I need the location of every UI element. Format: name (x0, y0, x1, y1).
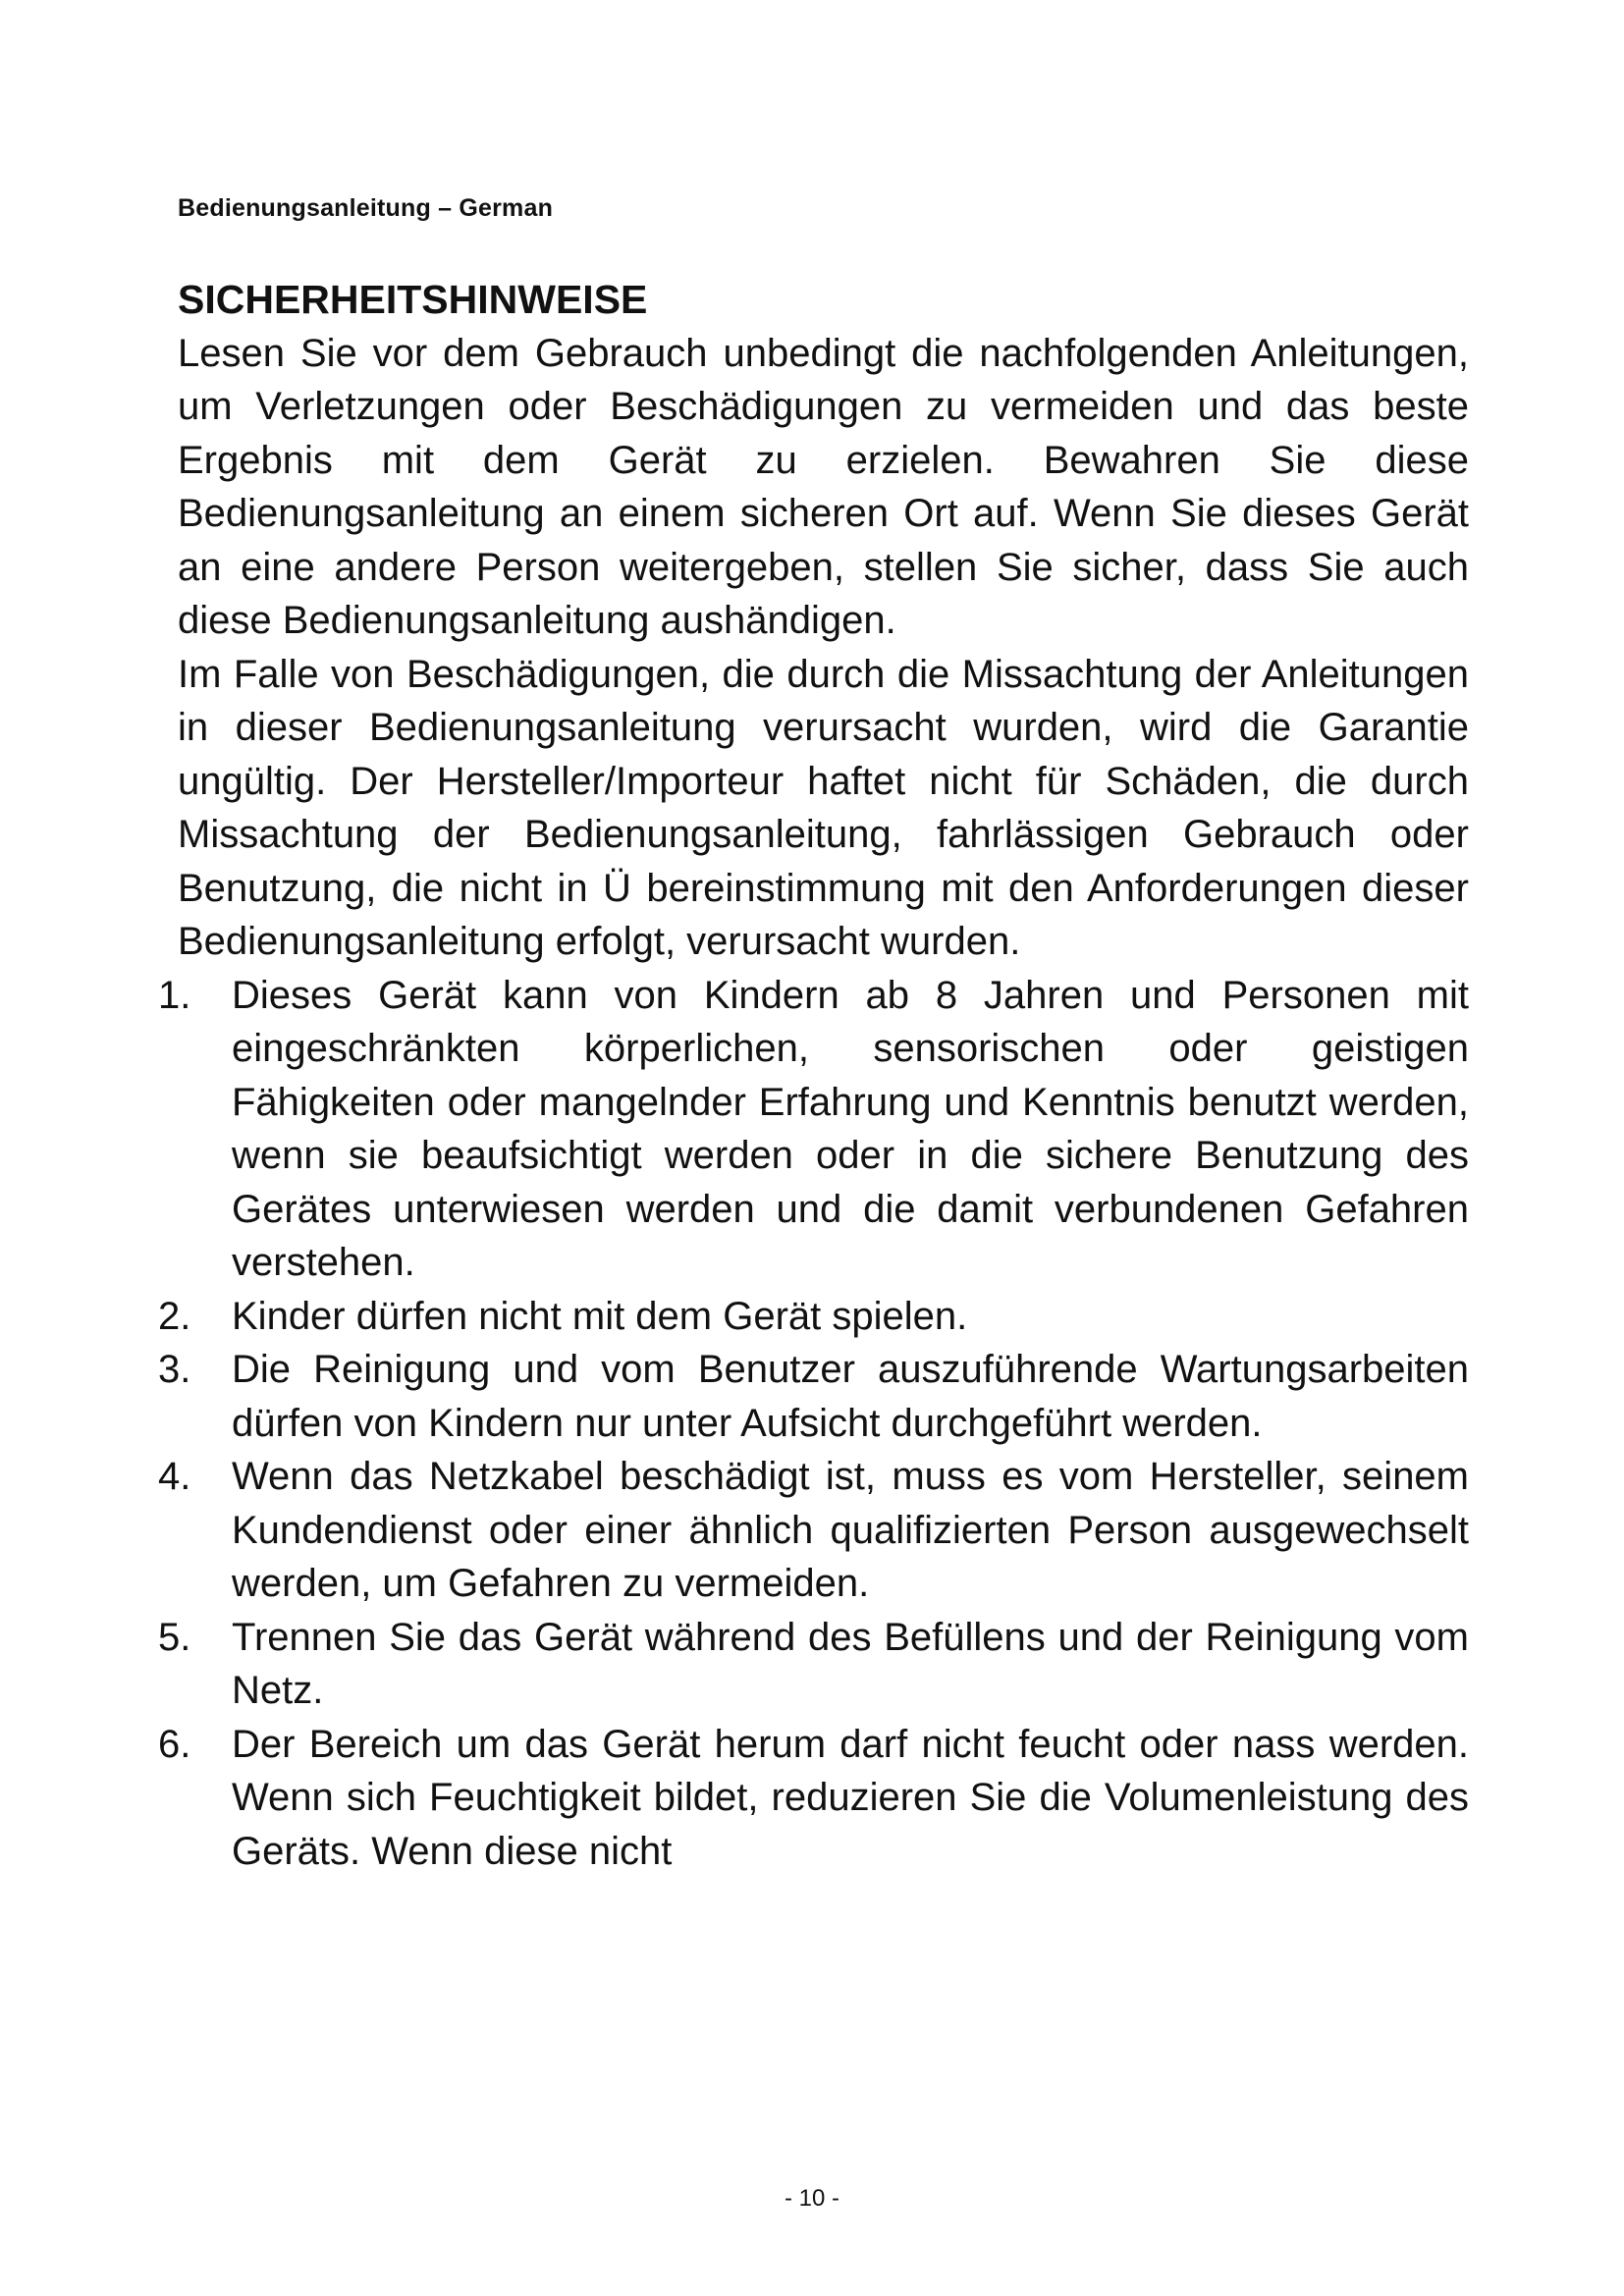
list-item-text: Der Bereich um das Gerät herum darf nicht feucht oder nass werden. Wenn sich Feuchtigkeit bildet, reduzieren Sie die Volumenleistung des Geräts. Wenn diese nicht (232, 1722, 1469, 1873)
page-number: - 10 - (784, 2185, 839, 2212)
list-item-number: 6. (158, 1722, 191, 1766)
safety-list (158, 969, 1469, 1879)
list-item (158, 1718, 1469, 1879)
list-item-number: 3. (158, 1348, 191, 1391)
list-item (158, 1611, 1469, 1718)
list-item-number: 1. (158, 973, 191, 1017)
list-item-text: Die Reinigung und vom Benutzer auszuführende Wartungsarbeiten dürfen von Kindern nur unter Aufsicht durchgeführt werden. (232, 1348, 1469, 1445)
list-item-text: Trennen Sie das Gerät während des Befüllens und der Reinigung vom Netz. (232, 1615, 1469, 1712)
section-title: SICHERHEITSHINWEISE (178, 277, 648, 322)
list-item-text: Kinder dürfen nicht mit dem Gerät spielen. (232, 1294, 968, 1338)
list-item (158, 1450, 1469, 1611)
intro-paragraph: Lesen Sie vor dem Gebrauch unbedingt die nachfolgenden Anleitungen, um Verletzungen oder Beschädigungen zu vermeiden und das beste Ergebnis mit dem Gerät zu erzielen. Bewahren Sie diese Bedienungsanleitung an einem sicheren Ort auf. Wenn Sie dieses Gerät an eine andere Person weitergeben, stellen Sie sicher, dass Sie auch diese Bedienungsanleitung aushändigen. (178, 331, 1469, 642)
list-item-number: 2. (158, 1294, 191, 1338)
list-item (158, 969, 1469, 1290)
list-item-text: Wenn das Netzkabel beschädigt ist, muss es vom Hersteller, seinem Kundendienst oder einer ähnlich qualifizierten Person ausgewechselt werden, um Gefahren zu vermeiden. (232, 1455, 1469, 1605)
list-item-number: 4. (158, 1455, 191, 1498)
list-item (158, 1290, 1469, 1344)
main-content (158, 273, 1469, 1878)
list-item-text: Dieses Gerät kann von Kindern ab 8 Jahren und Personen mit eingeschränkten körperlichen, sensorischen oder geistigen Fähigkeiten oder mangelnder Erfahrung und Kenntnis benutzt werden, wenn sie beaufsichtigt werden oder in die sichere Benutzung des Gerätes unterwiesen werden und die damit verbundenen Gefahren verstehen. (232, 973, 1469, 1284)
list-item-number: 5. (158, 1615, 191, 1659)
list-item (158, 1343, 1469, 1450)
running-header: Bedienungsanleitung – German (178, 194, 554, 222)
warranty-paragraph: Im Falle von Beschädigungen, die durch die Missachtung der Anleitungen in dieser Bedienungsanleitung verursacht wurden, wird die Garantie ungültig. Der Hersteller/Importeur haftet nicht für Schäden, die durch Missachtung der Bedienungsanleitung, fahrlässigen Gebrauch oder Benutzung, die nicht in Ü bereinstimmung mit den Anforderungen dieser Bedienungsanleitung erfolgt, verursacht wurden. (178, 652, 1469, 963)
